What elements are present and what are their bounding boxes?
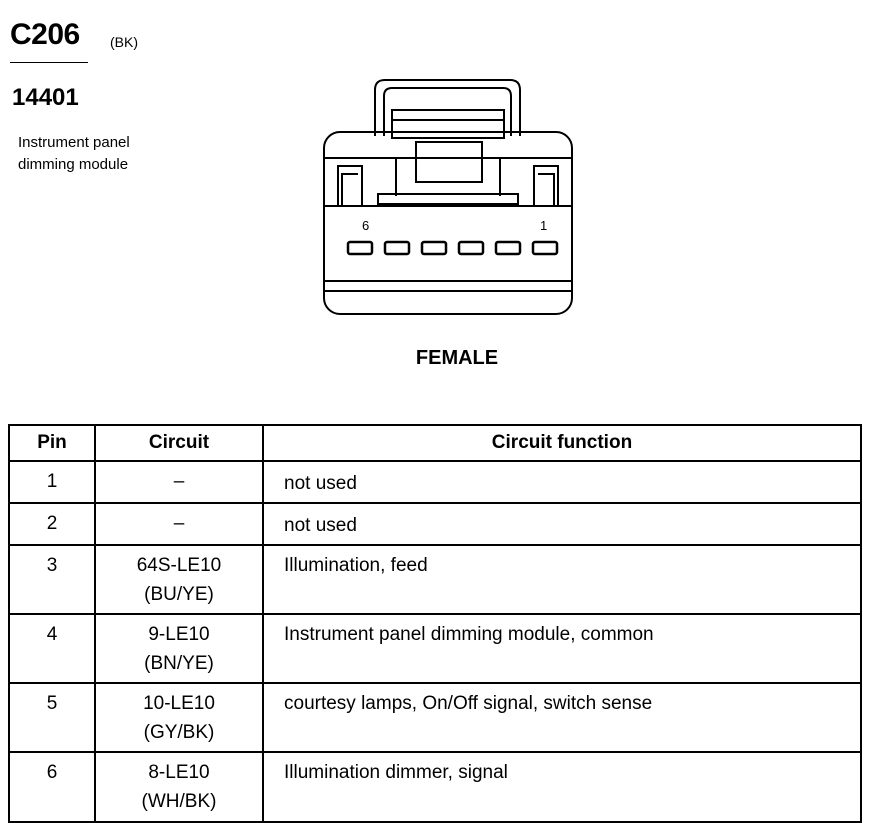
latch-inner xyxy=(384,88,511,136)
circuit-code: 10-LE10 xyxy=(143,693,215,714)
pin-number: 6 xyxy=(9,752,95,822)
circuit-cell: – xyxy=(95,461,263,503)
latch-tab xyxy=(392,110,504,138)
table-row xyxy=(9,752,861,822)
connector-id-underline xyxy=(10,62,88,63)
pin-cavity-2 xyxy=(496,242,520,254)
wire-color: (GY/BK) xyxy=(143,722,215,743)
circuit-code: 9-LE10 xyxy=(148,624,210,645)
wire-color: (WH/BK) xyxy=(141,791,217,812)
pin-table xyxy=(8,424,862,823)
header-pin: Pin xyxy=(9,425,95,461)
function-cell: not used xyxy=(263,503,861,545)
pin-cavity-3 xyxy=(459,242,483,254)
pin-cavity-1 xyxy=(533,242,557,254)
circuit-cell: – xyxy=(95,503,263,545)
table-row xyxy=(9,461,861,503)
table-row xyxy=(9,614,861,683)
circuit-cell xyxy=(95,683,263,752)
function-cell: not used xyxy=(263,461,861,503)
pin-number: 3 xyxy=(9,545,95,614)
pin-label-1: 1 xyxy=(540,218,548,233)
connector-id: C206 xyxy=(10,18,80,51)
table-row xyxy=(9,545,861,614)
function-cell: courtesy lamps, On/Off signal, switch sense xyxy=(263,683,861,752)
table-row xyxy=(9,683,861,752)
table-header-row xyxy=(9,425,861,461)
component-description-line1: Instrument panel xyxy=(18,134,130,151)
pin-number: 4 xyxy=(9,614,95,683)
table-row xyxy=(9,503,861,545)
part-number: 14401 xyxy=(12,84,79,111)
gender-label: FEMALE xyxy=(415,347,499,369)
header-circuit: Circuit xyxy=(95,425,263,461)
connector-color-code: (BK) xyxy=(110,34,138,50)
circuit-cell xyxy=(95,752,263,822)
function-cell: Illumination dimmer, signal xyxy=(263,752,861,822)
component-description-line2: dimming module xyxy=(18,156,129,173)
pin-label-6: 6 xyxy=(362,218,370,233)
pin-number: 5 xyxy=(9,683,95,752)
circuit-cell xyxy=(95,614,263,683)
pin-cavity-6 xyxy=(348,242,372,254)
wire-color: (BN/YE) xyxy=(144,653,214,674)
pin-number: 1 xyxy=(9,461,95,503)
circuit-code: 64S-LE10 xyxy=(136,555,222,576)
connector-face-diagram xyxy=(320,76,580,321)
pin-number: 2 xyxy=(9,503,95,545)
wire-color: (BU/YE) xyxy=(144,584,214,605)
circuit-code: 8-LE10 xyxy=(148,762,210,783)
component-description xyxy=(18,132,178,176)
function-cell: Illumination, feed xyxy=(263,545,861,614)
header-function: Circuit function xyxy=(263,425,861,461)
pin-cavity-4 xyxy=(422,242,446,254)
function-cell: Instrument panel dimming module, common xyxy=(263,614,861,683)
circuit-cell xyxy=(95,545,263,614)
pin-cavity-5 xyxy=(385,242,409,254)
